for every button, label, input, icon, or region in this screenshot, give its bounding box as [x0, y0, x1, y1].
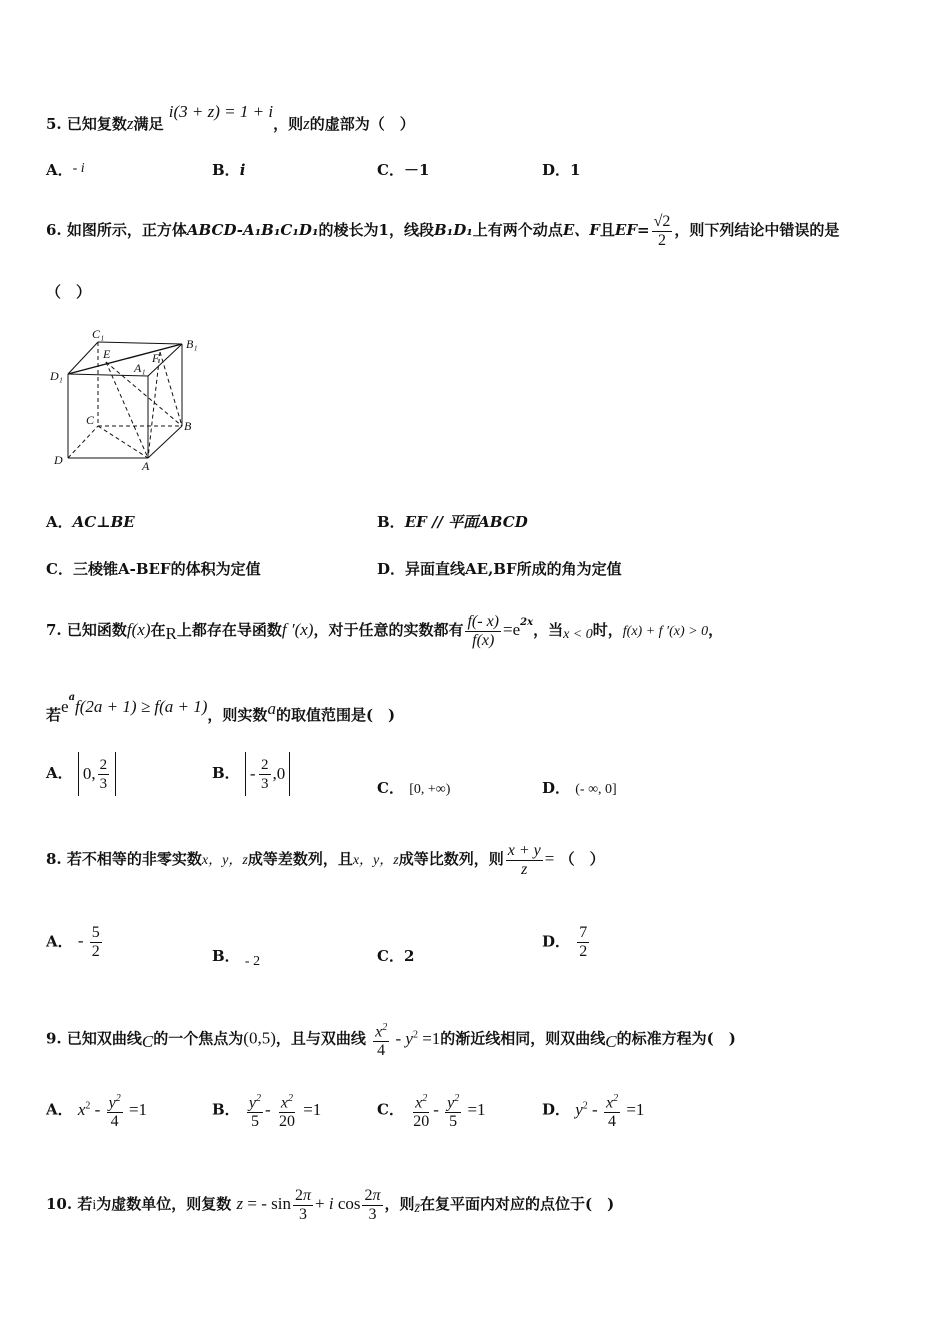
label-e: E [103, 347, 111, 361]
q6-stem: 6. 如图所示，正方体ABCD-A₁B₁C₁D₁的棱长为1，线段B₁D₁上有两个动点E、F且EF= $\frac{√2}{2}$ ，则下列结论中错误的是 [46, 212, 840, 249]
q5-number: 5. [46, 115, 62, 133]
q7-option-a[interactable]: A． 0, $\frac{2}{3}$ [46, 752, 116, 796]
q6-number: 6. [46, 221, 62, 239]
label-c: C [86, 413, 95, 427]
q6-option-a[interactable]: A．AC⊥BE [46, 513, 135, 531]
q8-option-d[interactable]: D． $\frac{7}{2}$ [542, 924, 591, 961]
q6-paren: （ ） [46, 283, 92, 301]
line-bf [160, 352, 182, 426]
q5-stem: 5. 已知复数z满足 i(3 + z) = 1 + i，则z的虚部为（ ） [46, 102, 415, 133]
q8-fraction: $\frac{x + y}{z}$ [507, 841, 541, 878]
segment-b1d1 [68, 344, 182, 374]
q8-option-d-value: $\frac{7}{2}$ [579, 924, 588, 960]
q5-option-b[interactable]: B．i [212, 161, 246, 179]
q9-option-b[interactable]: B． $\frac{y^2}{5}$ - $\frac{x^2}{20}$ =1 [212, 1090, 321, 1131]
q7-stem: 7. 已知函数f(x)在R上都存在导函数f ′(x)，对于任意的实数都有 $\frac{f(- x)}{f(x)}$ $=e^{2x}$，当x < 0时，f(x) + f ′(x) > 0， [46, 612, 724, 649]
q9-hyperbola: $\frac{x^2}{4}$ - $y^2 =1$ [371, 1029, 440, 1048]
line-af [148, 352, 160, 458]
q5-option-d[interactable]: D．1 [542, 161, 581, 179]
edge-ab [148, 426, 182, 458]
edge-c1b1 [98, 342, 182, 344]
q7-option-c[interactable]: C． [0, +∞) [377, 779, 451, 797]
q7-option-a-value: 0, $\frac{2}{3}$ [78, 752, 116, 796]
q6-option-d[interactable]: D．异面直线AE,BF所成的角为定值 [377, 560, 622, 578]
q9-option-a-value: $x^2$ - $\frac{y^2}{4}$ =1 [78, 1100, 147, 1119]
q7-option-d[interactable]: D． (- ∞, 0] [542, 779, 617, 797]
label-a: A [142, 459, 150, 473]
q9-option-b-value: $\frac{y^2}{5}$ - $\frac{x^2}{20}$ =1 [245, 1100, 321, 1119]
label-d: D [54, 453, 63, 467]
q9-option-c-value: $\frac{x^2}{20}$ - $\frac{y^2}{5}$ =1 [409, 1100, 485, 1119]
q6-option-c[interactable]: C．三棱锥A-BEF的体积为定值 [46, 560, 261, 578]
label-b: B [184, 419, 192, 433]
q9-number: 9. [46, 1029, 62, 1048]
q5-formula: i(3 + z) = 1 + i [168, 102, 274, 121]
q7-option-b-value: - $\frac{2}{3}$ ,0 [245, 752, 290, 796]
q8-number: 8. [46, 850, 62, 868]
q7-number: 7. [46, 621, 62, 639]
edge-dc [68, 426, 98, 458]
q6-fraction: $\frac{√2}{2}$ [653, 212, 671, 249]
edge-d1c1 [68, 342, 98, 374]
q10-number: 10. [46, 1195, 73, 1213]
label-c1: C₁ [92, 327, 105, 341]
q9-option-d[interactable]: D． $y^2$ - $\frac{x^2}{4}$ =1 [542, 1090, 644, 1131]
label-f: F [152, 351, 160, 365]
label-d1: D₁ [50, 369, 63, 383]
q10-stem: 10. 若i为虚数单位，则复数 z = - sin $\frac{2\pi}{3}$ + i cos $\frac{2\pi}{3}$ ，则z̄在复平面内对应的点位于( ) [46, 1186, 615, 1223]
q7-option-b[interactable]: B． - $\frac{2}{3}$ ,0 [212, 752, 290, 796]
q8-stem: 8. 若不相等的非零实数x，y，z成等差数列，且x，y，z成等比数列，则 $\frac{x + y}{z}$ = （ ） [46, 841, 605, 878]
q9-option-d-value: $y^2$ - $\frac{x^2}{4}$ =1 [575, 1100, 644, 1119]
q8-option-a-value: - $\frac{5}{2}$ [77, 924, 100, 960]
q9-option-a[interactable]: A． $x^2$ - $\frac{y^2}{4}$ =1 [46, 1090, 147, 1131]
label-a1: A₁ [134, 361, 146, 375]
q9-stem: 9. 已知双曲线C的一个焦点为(0,5)，且与双曲线 $\frac{x^2}{4}$ - $y^2 =1$的渐近线相同，则双曲线C的标准方程为( ) [46, 1006, 736, 1068]
q8-option-b[interactable]: B． - 2 [212, 947, 261, 969]
q5-option-c[interactable]: C．－1 [377, 161, 430, 179]
q5-option-a[interactable]: A．- i [46, 161, 85, 179]
q8-option-c[interactable]: C．2 [377, 947, 415, 965]
q9-option-c[interactable]: C． $\frac{x^2}{20}$ - $\frac{y^2}{5}$ =1 [377, 1090, 486, 1131]
q6-option-b[interactable]: B．EF // 平面ABCD [377, 513, 528, 531]
q10-formula: z = - sin $\frac{2\pi}{3}$ + i cos $\frac{2\pi}{3}$ [236, 1186, 381, 1223]
label-b1: B₁ [186, 337, 198, 351]
q8-option-a[interactable]: A． - $\frac{5}{2}$ [46, 924, 104, 961]
cube-figure [48, 322, 208, 474]
q7-stem-line2: 若$e^af(2a + 1) \ge f(a + 1)$，则实数a的取值范围是( ) [46, 692, 396, 724]
line-ae [106, 362, 148, 458]
q7-fraction: $\frac{f(- x)}{f(x)}$ [467, 612, 499, 649]
